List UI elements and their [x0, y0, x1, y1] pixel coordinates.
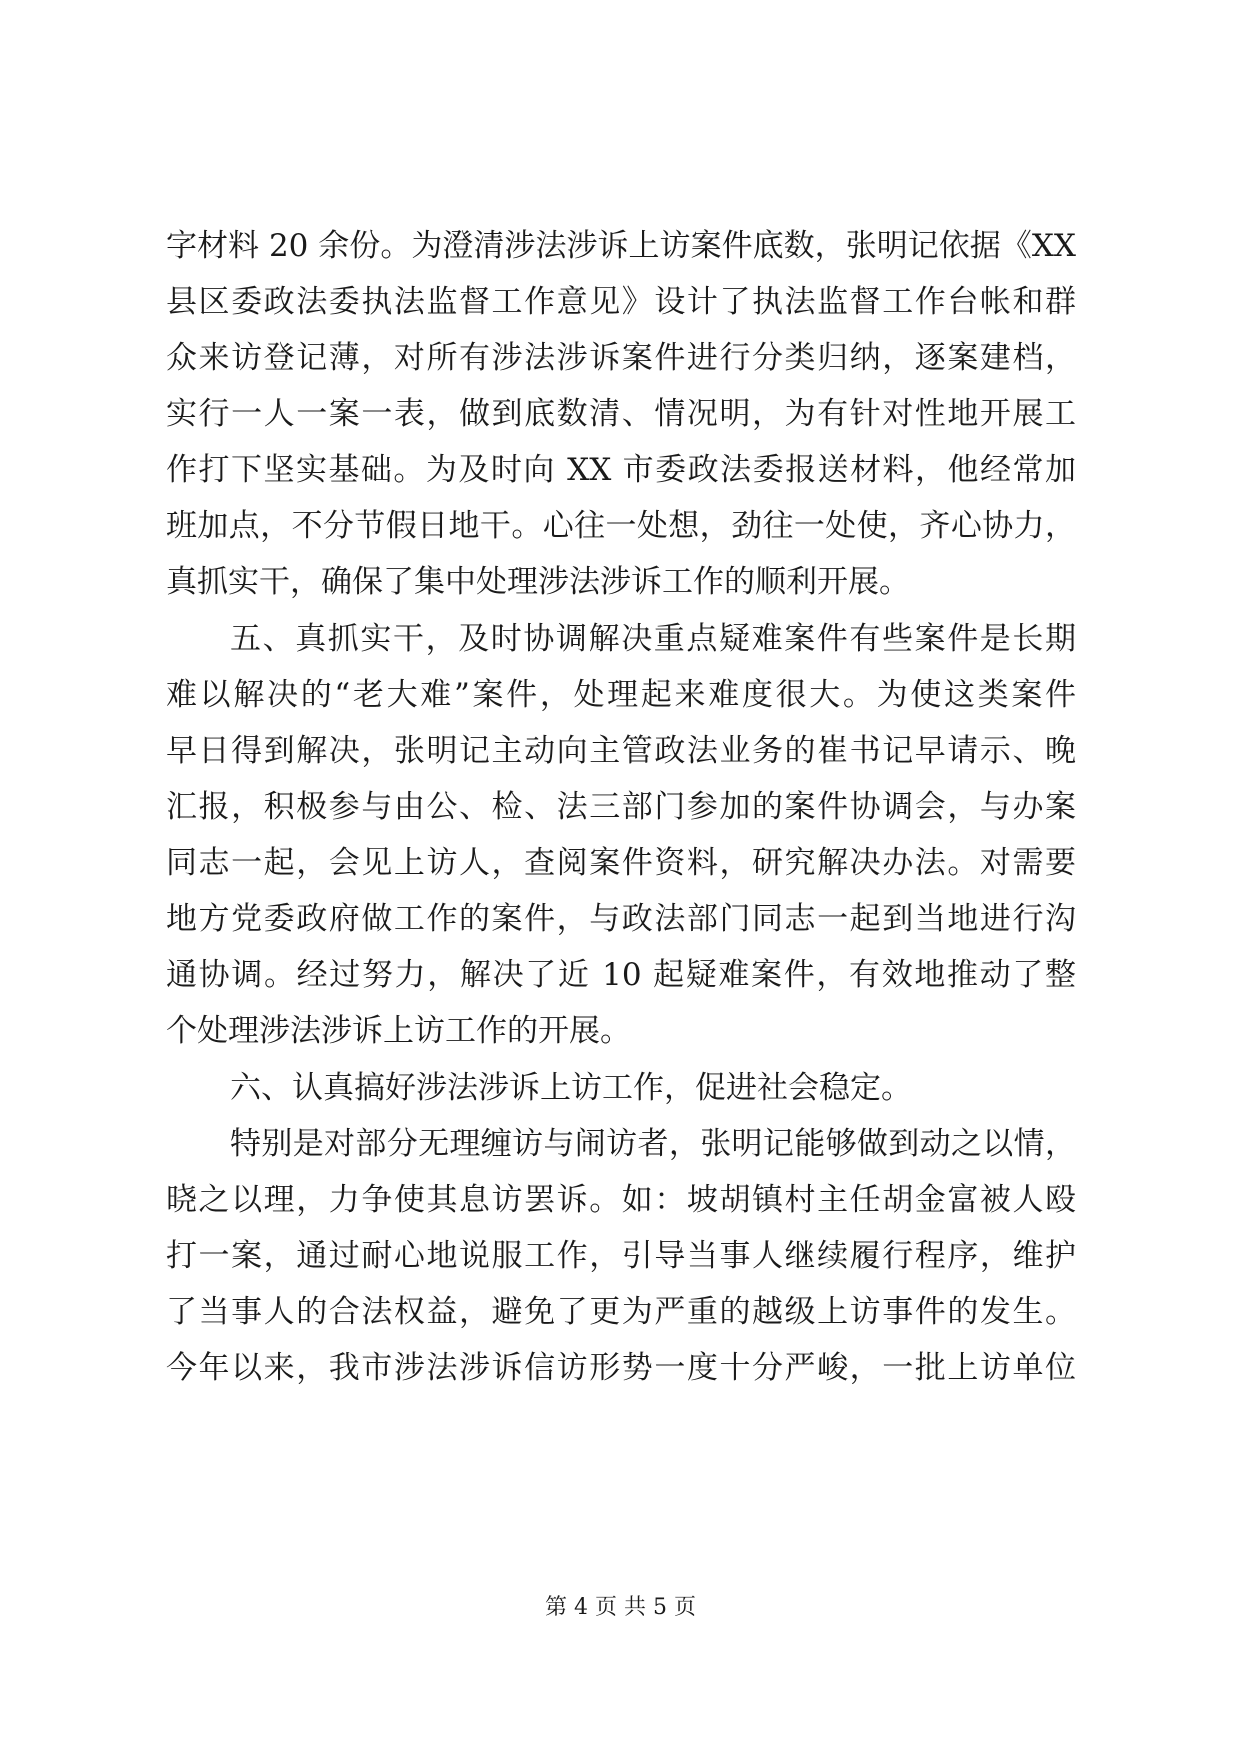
- text-line: 众来访登记薄，对所有涉法涉诉案件进行分类归纳，逐案建档，: [166, 340, 1076, 376]
- page-number-footer: 第 4 页 共 5 页: [545, 1595, 696, 1620]
- paragraph-heading-5: 五、真抓实干，及时协调解决重点疑难案件有些案件是长期: [230, 621, 1076, 657]
- text-line: 地方党委政府做工作的案件，与政法部门同志一起到当地进行沟: [166, 901, 1076, 937]
- text-line: 实行一人一案一表，做到底数清、情况明，为有针对性地开展工: [166, 396, 1076, 432]
- text-line: 汇报，积极参与由公、检、法三部门参加的案件协调会，与办案: [166, 789, 1076, 825]
- text-line: 真抓实干，确保了集中处理涉法涉诉工作的顺利开展。: [166, 564, 910, 600]
- text-line: 班加点，不分节假日地干。心往一处想，劲往一处使，齐心协力，: [166, 508, 1076, 544]
- text-line: 打一案，通过耐心地说服工作，引导当事人继续履行程序，维护: [166, 1238, 1076, 1274]
- text-line: 特别是对部分无理缠访与闹访者，张明记能够做到动之以情，: [230, 1126, 1076, 1162]
- text-line: 县区委政法委执法监督工作意见》设计了执法监督工作台帐和群: [166, 284, 1076, 320]
- text-line: 同志一起，会见上访人，查阅案件资料，研究解决办法。对需要: [166, 845, 1076, 881]
- text-line: 个处理涉法涉诉上访工作的开展。: [166, 1013, 631, 1049]
- text-line: 晓之以理，力争使其息访罢诉。如：坡胡镇村主任胡金富被人殴: [166, 1182, 1076, 1218]
- text-line: 了当事人的合法权益，避免了更为严重的越级上访事件的发生。: [166, 1294, 1076, 1330]
- text-line: 作打下坚实基础。为及时向 XX 市委政法委报送材料，他经常加: [166, 452, 1076, 488]
- paragraph-heading-6: 六、认真搞好涉法涉诉上访工作，促进社会稳定。: [230, 1070, 912, 1106]
- text-line: 通协调。经过努力，解决了近 10 起疑难案件，有效地推动了整: [166, 957, 1076, 993]
- text-line: 字材料 20 余份。为澄清涉法涉诉上访案件底数，张明记依据《XX: [166, 228, 1076, 264]
- text-line: 难以解决的“老大难”案件，处理起来难度很大。为使这类案件: [166, 677, 1076, 713]
- text-line: 今年以来，我市涉法涉诉信访形势一度十分严峻，一批上访单位: [166, 1350, 1076, 1386]
- text-line: 早日得到解决，张明记主动向主管政法业务的崔书记早请示、晚: [166, 733, 1076, 769]
